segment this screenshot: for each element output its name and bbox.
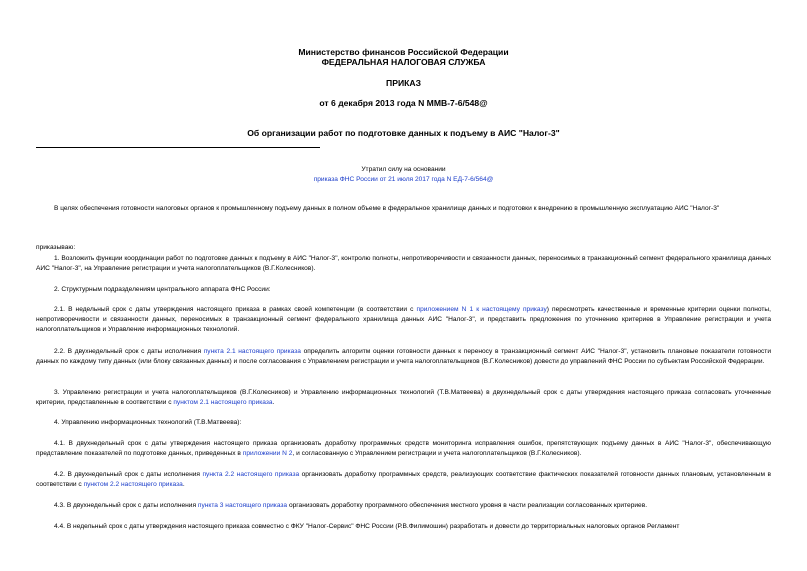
lost-force-link[interactable]: приказа ФНС России от 21 июля 2017 года N ЕД-7-6/564@ [313,176,494,183]
document-type: ПРИКАЗ [386,78,421,88]
document-title: Об организации работ по подготовке данных к подъему в АИС "Налог-3" [247,128,560,138]
lost-force-note: Утратил силу на основании [361,166,446,173]
paragraph-4-2: 4.2. В двухнедельный срок с даты исполнения пункта 2.2 настоящего приказа организовать доработку программных средств, реализующих соответствие фактических показателей готовности данных плановым, установленным в соответствии с пунктом 2.2 настоящего приказа. [36,471,771,488]
link-item-3[interactable]: пункта 3 настоящего приказа [197,502,288,509]
order-word: приказываю: [36,244,76,251]
link-item-2-1[interactable]: пункта 2.1 настоящего приказа [203,348,301,355]
paragraph-4-1: 4.1. В двухнедельный срок с даты утверждения настоящего приказа организовать доработку программных средств мониторинга исправления ошибок, препятствующих подъему данных в АИС "Налог-3", обеспечивающую представление показателей по подготовке данных, приведенных в приложении N 2, и согласованную с Управлением регистрации и учета налогоплательщиков (В.Г.Колесников). [36,440,771,457]
header-divider [36,147,320,148]
ministry-name: Министерство финансов Российской Федерации [298,47,509,57]
paragraph-2: 2. Структурным подразделениям центрального аппарата ФНС России: [54,286,271,293]
paragraph-4-3: 4.3. В двухнедельный срок с даты исполнения пункта 3 настоящего приказа организовать доработку программного обеспечения местного уровня в части реализации согласованных критериев. [54,502,648,509]
paragraph-4-4: 4.4. В недельный срок с даты утверждения настоящего приказа совместно с ФКУ "Налог-Сервис" ФНС России (Р.В.Филимошин) разработать и довести до территориальных налоговых органов Регламент [54,523,680,530]
link-item-2-2[interactable]: пункта 2.2 настоящего приказа [202,471,300,478]
intro-paragraph: В целях обеспечения готовности налоговых органов к промышленному подъему данных в полном объеме в федеральное хранилище данных и подготовки к внедрению в промышленную эксплуатацию АИС "Налог-3" [54,205,720,212]
paragraph-4: 4. Управлению информационных технологий (Т.В.Матвеева): [54,419,242,426]
paragraph-3: 3. Управлению регистрации и учета налогоплательщиков (В.Г.Колесников) и Управлению информационных технологий (Т.В.Матвеева) в двухнедельный срок с даты утверждения настоящего приказа согласовать уточненные критерии, представленные в соответствии с пунктом 2.1 настоящего приказа. [36,389,771,406]
paragraph-1: 1. Возложить функции координации работ по подготовке данных к подъему в АИС "Налог-3", контролю полноты, непротиворечивости и связанности данных, переносимых в транзакционный сегмент федерального хранилища данных АИС "Налог-3", на Управление регистрации и учета налогоплательщиков (В.Г.Колесников). [36,255,771,272]
document-date-number: от 6 декабря 2013 года N ММВ-7-6/548@ [319,98,488,108]
link-item-2-1-b[interactable]: пунктом 2.1 настоящего приказа [173,399,273,406]
paragraph-2-1: 2.1. В недельный срок с даты утверждения настоящего приказа в рамках своей компетенции (в соответствии с приложением N 1 к настоящему приказу) пересмотреть качественные и временные критерии оценки полноты, непротиворечивости и связанности данных, переносимых в транзакционный сегмент федерального хранилища данных АИС "Налог-3", и представить предложения по уточнению критериев в Управление регистрации и учета налогоплательщиков и Управление информационных технологий. [36,306,772,333]
link-appendix-2[interactable]: приложении N 2 [242,450,293,457]
link-item-2-2-b[interactable]: пунктом 2.2 настоящего приказа [83,481,183,488]
service-name: ФЕДЕРАЛЬНАЯ НАЛОГОВАЯ СЛУЖБА [321,57,486,67]
paragraph-2-2: 2.2. В двухнедельный срок с даты исполнения пункта 2.1 настоящего приказа определить алгоритм оценки готовности данных к переносу в транзакционный сегмент АИС "Налог-3", установить плановые показатели готовности данных по каждому типу данных (или блоку связанных данных) и после согласования с Управлением регистрации и учета налогоплательщиков (В.Г.Колесников) довести до управлений ФНС России по субъектам Российской Федерации. [36,348,772,365]
lost-force-line [0,175,807,184]
link-appendix-1[interactable]: приложением N 1 к настоящему приказу [416,306,547,313]
